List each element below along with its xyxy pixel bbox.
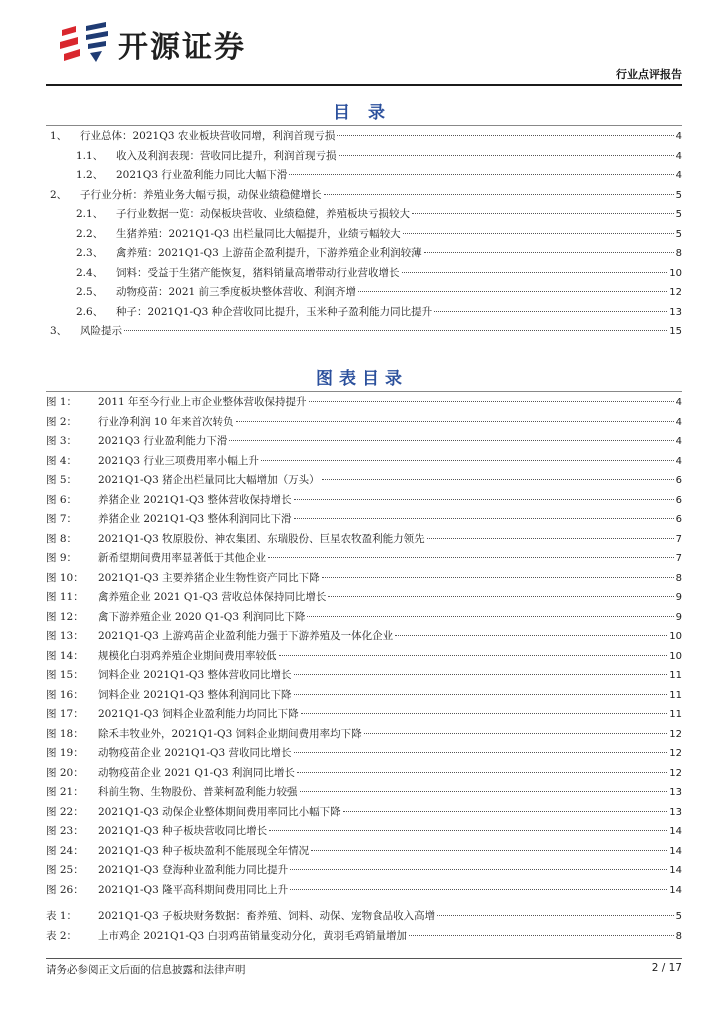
figure-entry-page: 4 xyxy=(675,436,682,447)
figure-entry-number: 图 19： xyxy=(46,747,84,759)
dot-leader xyxy=(437,914,673,916)
toc-entry[interactable] xyxy=(46,225,682,245)
figure-entry[interactable] xyxy=(46,588,682,608)
figure-entry-title: 2021Q1-Q3 动保企业整体期间费用率同比小幅下降 xyxy=(98,805,341,818)
figure-entry[interactable] xyxy=(46,569,682,589)
figure-entry-number: 图 21： xyxy=(46,786,84,798)
toc-entry-title: 饲料：受益于生猪产能恢复，猪料销量高增带动行业营收增长 xyxy=(116,266,400,279)
toc-entry-title: 生猪养殖：2021Q1-Q3 出栏量同比大幅提升，业绩亏幅较大 xyxy=(116,227,401,240)
figure-entry-page: 7 xyxy=(675,553,682,564)
footer-disclaimer: 请务必参阅正文后面的信息披露和法律声明 xyxy=(46,964,246,976)
footer-divider xyxy=(46,958,682,959)
figure-entry[interactable] xyxy=(46,608,682,628)
figure-entry-page: 14 xyxy=(669,884,682,896)
figure-entry-page: 14 xyxy=(669,826,682,837)
toc-entry-page: 10 xyxy=(669,267,682,279)
toc-entry-title: 种子：2021Q1-Q3 种企营收同比提升，玉米种子盈利能力同比提升 xyxy=(116,305,433,318)
figure-entry-title: 动物疫苗企业 2021 Q1-Q3 利润同比增长 xyxy=(98,766,295,779)
toc-entry-page: 13 xyxy=(669,306,682,318)
figure-entry-title: 科前生物、生物股份、普莱柯盈利能力较强 xyxy=(98,786,298,798)
figure-entry-title: 除禾丰牧业外，2021Q1-Q3 饲料企业期间费用率均下降 xyxy=(98,727,362,740)
table-entry-number: 表 2： xyxy=(46,929,78,942)
figure-entry-page: 13 xyxy=(669,806,682,818)
toc-entry[interactable] xyxy=(46,166,682,186)
figure-entry-page: 4 xyxy=(675,397,682,408)
figure-entry-number: 图 14： xyxy=(46,649,84,662)
figure-entry[interactable] xyxy=(46,393,682,413)
toc-entry-title: 2021Q3 行业盈利能力同比大幅下滑 xyxy=(116,169,288,181)
toc-entry[interactable] xyxy=(46,147,682,167)
table-entry-title: 上市鸡企 2021Q1-Q3 白羽鸡苗销量变动分化，黄羽毛鸡销量增加 xyxy=(98,929,408,942)
table-entry-number: 表 1： xyxy=(46,910,78,922)
figure-entry[interactable] xyxy=(46,725,682,745)
figures-title-divider xyxy=(46,391,682,392)
figure-entry-page: 8 xyxy=(675,572,682,584)
figure-entry-number: 图 13： xyxy=(46,630,84,642)
dot-leader xyxy=(403,232,674,234)
figure-entry-title: 2021Q1-Q3 登海种业盈利能力同比提升 xyxy=(98,864,289,876)
figure-entry[interactable] xyxy=(46,627,682,647)
figure-entry[interactable] xyxy=(46,842,682,862)
figure-entry[interactable] xyxy=(46,705,682,725)
figure-entry[interactable] xyxy=(46,861,682,881)
dot-leader xyxy=(424,251,674,253)
toc-entry-title: 收入及利润表现：营收同比提升，利润首现亏损 xyxy=(116,149,337,162)
dot-leader xyxy=(343,810,668,812)
figure-entry-number: 图 9： xyxy=(46,552,78,564)
figure-entry-page: 12 xyxy=(669,728,682,740)
figure-entry-number: 图 26： xyxy=(46,883,84,896)
figure-entry-number: 图 11： xyxy=(46,591,84,603)
toc-entry[interactable] xyxy=(46,186,682,206)
header-divider xyxy=(46,84,682,86)
figure-entry-title: 2021Q1-Q3 猪企出栏量同比大幅增加（万头） xyxy=(98,474,320,486)
toc-entry-page: 5 xyxy=(675,189,682,201)
figure-entry[interactable] xyxy=(46,491,682,511)
toc-entry[interactable] xyxy=(46,264,682,284)
dot-leader xyxy=(412,212,674,214)
toc-entry-title: 动物疫苗：2021 前三季度板块整体营收、利润齐增 xyxy=(116,286,357,298)
figure-entry-number: 图 16： xyxy=(46,688,84,701)
figure-entry-title: 2021Q1-Q3 种子板块盈利不能展现全年情况 xyxy=(98,844,310,857)
dot-leader xyxy=(307,615,673,617)
figure-entry-title: 禽养殖企业 2021 Q1-Q3 营收总体保持同比增长 xyxy=(98,591,327,603)
figure-entry-number: 图 10： xyxy=(46,571,84,584)
dot-leader xyxy=(324,193,674,195)
figure-entry-title: 2021Q1-Q3 主要养猪企业生物性资产同比下降 xyxy=(98,571,320,584)
table-list xyxy=(46,907,682,946)
figure-entry-number: 图 24： xyxy=(46,844,84,857)
toc-entry[interactable] xyxy=(46,303,682,323)
figure-entry-page: 11 xyxy=(669,709,682,720)
dot-leader xyxy=(402,271,668,273)
toc-entry[interactable] xyxy=(46,322,682,342)
figure-entry-page: 11 xyxy=(669,670,682,681)
dot-leader xyxy=(290,888,667,890)
toc-entry-page: 8 xyxy=(675,248,682,259)
toc-entry-page: 4 xyxy=(675,170,682,181)
figure-entry-page: 12 xyxy=(669,767,682,779)
figure-entry-title: 规模化白羽鸡养殖企业期间费用率较低 xyxy=(98,649,277,662)
figure-entry[interactable] xyxy=(46,530,682,550)
figure-entry-title: 2021Q3 行业盈利能力下滑 xyxy=(98,435,228,447)
dot-leader xyxy=(358,290,667,292)
dot-leader xyxy=(309,400,674,402)
toc-entry[interactable] xyxy=(46,127,682,147)
figure-entry[interactable] xyxy=(46,666,682,686)
toc-entry-page: 4 xyxy=(675,150,682,162)
figure-entry-number: 图 22： xyxy=(46,805,84,818)
figure-entry[interactable] xyxy=(46,471,682,491)
page-header xyxy=(0,0,724,90)
dot-leader xyxy=(427,537,674,539)
toc-entry-number: 2.3、 xyxy=(76,247,104,259)
figure-entry[interactable] xyxy=(46,452,682,472)
figure-entry-page: 14 xyxy=(669,845,682,857)
figure-entry-number: 图 15： xyxy=(46,669,84,681)
dot-leader xyxy=(294,673,668,675)
toc-entry-number: 2.6、 xyxy=(76,305,104,318)
figure-entry[interactable] xyxy=(46,510,682,530)
dot-leader xyxy=(236,420,674,422)
toc-entry-page: 12 xyxy=(669,287,682,298)
toc-entry-number: 1、 xyxy=(50,130,68,142)
figure-entry-page: 6 xyxy=(675,494,682,506)
figure-entry-title: 行业净利润 10 年来首次转负 xyxy=(98,415,234,428)
figure-entry-page: 9 xyxy=(675,592,682,603)
dot-leader xyxy=(322,478,674,480)
figure-entry-page: 11 xyxy=(669,689,682,701)
dot-leader xyxy=(409,934,674,936)
figure-entry-title: 新希望期间费用率显著低于其他企业 xyxy=(98,552,266,564)
dot-leader xyxy=(261,459,674,461)
figure-entry-title: 2021Q1-Q3 隆平高科期间费用同比上升 xyxy=(98,883,289,896)
figure-entry-page: 6 xyxy=(675,475,682,486)
figure-entry-number: 图 3： xyxy=(46,435,78,447)
dot-leader xyxy=(337,134,673,136)
figure-entry-page: 12 xyxy=(669,748,682,759)
table-of-contents xyxy=(46,127,682,342)
figure-entry-title: 养猪企业 2021Q1-Q3 整体营收保持增长 xyxy=(98,493,292,506)
figure-entry[interactable] xyxy=(46,413,682,433)
dot-leader xyxy=(294,498,674,500)
dot-leader xyxy=(311,849,667,851)
toc-entry-number: 2.2、 xyxy=(76,227,104,240)
toc-entry-number: 1.2、 xyxy=(76,169,104,181)
figure-entry-title: 2021Q1-Q3 牧原股份、神农集团、东瑞股份、巨星农牧盈利能力领先 xyxy=(98,532,425,545)
page-number: 2 / 17 xyxy=(651,962,682,974)
report-type-label: 行业点评报告 xyxy=(616,68,682,81)
figure-entry-title: 2011 年至今行业上市企业整体营收保持提升 xyxy=(98,396,307,408)
figure-entry[interactable] xyxy=(46,549,682,569)
figure-entry-page: 13 xyxy=(669,787,682,798)
toc-entry-page: 5 xyxy=(675,209,682,220)
figure-entry[interactable] xyxy=(46,783,682,803)
figure-entry-page: 6 xyxy=(675,514,682,525)
figure-entry-page: 4 xyxy=(675,455,682,467)
toc-entry[interactable] xyxy=(46,205,682,225)
figure-entry-number: 图 25： xyxy=(46,864,84,876)
figure-entry-title: 2021Q1-Q3 种子板块营收同比增长 xyxy=(98,825,268,837)
dot-leader xyxy=(294,517,674,519)
figure-entry[interactable] xyxy=(46,764,682,784)
figure-entry-title: 养猪企业 2021Q1-Q3 整体利润同比下滑 xyxy=(98,513,292,525)
dot-leader xyxy=(364,732,668,734)
dot-leader xyxy=(269,829,667,831)
figure-entry-title: 动物疫苗企业 2021Q1-Q3 营收同比增长 xyxy=(98,747,292,759)
dot-leader xyxy=(268,556,674,558)
figure-entry-title: 饲料企业 2021Q1-Q3 整体营收同比增长 xyxy=(98,669,292,681)
dot-leader xyxy=(328,595,673,597)
table-entry[interactable] xyxy=(46,927,682,947)
figure-entry-number: 图 1： xyxy=(46,396,78,408)
figure-entry-page: 7 xyxy=(675,533,682,545)
toc-entry-number: 2.1、 xyxy=(76,208,104,220)
dot-leader xyxy=(395,634,667,636)
dot-leader xyxy=(322,576,674,578)
figures-title: 图表目录 xyxy=(316,369,408,389)
figure-entry-number: 图 4： xyxy=(46,454,78,467)
toc-entry-page: 4 xyxy=(675,131,682,142)
figure-entry[interactable] xyxy=(46,647,682,667)
toc-title: 目 录 xyxy=(333,103,391,123)
figure-entry-title: 2021Q3 行业三项费用率小幅上升 xyxy=(98,454,259,467)
toc-entry-title: 行业总体：2021Q3 农业板块营收同增，利润首现亏损 xyxy=(80,130,336,142)
figure-entry-number: 图 5： xyxy=(46,474,78,486)
toc-entry[interactable] xyxy=(46,283,682,303)
figure-entry-number: 图 20： xyxy=(46,766,84,779)
figure-entry[interactable] xyxy=(46,686,682,706)
figure-entry-number: 图 12： xyxy=(46,610,84,623)
dot-leader xyxy=(229,439,673,441)
figure-entry[interactable] xyxy=(46,803,682,823)
dot-leader xyxy=(297,771,667,773)
table-entry-page: 8 xyxy=(675,930,682,942)
figure-entry-title: 2021Q1-Q3 上游鸡苗企业盈利能力强于下游养殖及一体化企业 xyxy=(98,630,394,642)
toc-entry-page: 15 xyxy=(669,326,682,337)
dot-leader xyxy=(294,751,668,753)
toc-entry-number: 3、 xyxy=(50,325,68,337)
figure-entry-page: 4 xyxy=(675,416,682,428)
figure-entry[interactable] xyxy=(46,744,682,764)
dot-leader xyxy=(279,654,668,656)
dot-leader xyxy=(339,154,674,156)
figure-entry-page: 10 xyxy=(669,631,682,642)
toc-entry-number: 1.1、 xyxy=(76,149,104,162)
figure-entry-title: 禽下游养殖企业 2020 Q1-Q3 利润同比下降 xyxy=(98,610,306,623)
toc-entry-page: 5 xyxy=(675,228,682,240)
table-entry-page: 5 xyxy=(675,911,682,922)
figure-entry-number: 图 18： xyxy=(46,727,84,740)
figure-entry-number: 图 2： xyxy=(46,415,78,428)
toc-entry-number: 2、 xyxy=(50,188,68,201)
figure-entry-page: 14 xyxy=(669,865,682,876)
toc-entry-number: 2.5、 xyxy=(76,286,104,298)
dot-leader xyxy=(300,790,668,792)
dot-leader xyxy=(290,868,667,870)
brand-name: 开源证券 xyxy=(118,30,246,65)
toc-entry-title: 子行业数据一览：动保板块营收、业绩稳健，养殖板块亏损较大 xyxy=(116,208,410,220)
figure-entry-number: 图 6： xyxy=(46,493,78,506)
toc-entry[interactable] xyxy=(46,244,682,264)
figure-entry-number: 图 7： xyxy=(46,513,78,525)
figure-entry-title: 2021Q1-Q3 饲料企业盈利能力均同比下降 xyxy=(98,708,299,720)
figure-entry[interactable] xyxy=(46,881,682,901)
table-entry-title: 2021Q1-Q3 子板块财务数据：畜养殖、饲料、动保、宠物食品收入高增 xyxy=(98,910,436,922)
dot-leader xyxy=(289,173,673,175)
figure-entry-title: 饲料企业 2021Q1-Q3 整体利润同比下降 xyxy=(98,688,292,701)
toc-entry-number: 2.4、 xyxy=(76,266,104,279)
figure-entry-number: 图 23： xyxy=(46,825,84,837)
figure-entry[interactable] xyxy=(46,432,682,452)
table-entry[interactable] xyxy=(46,907,682,927)
toc-entry-title: 风险提示 xyxy=(80,325,122,337)
figure-entry-number: 图 8： xyxy=(46,532,78,545)
toc-entry-title: 禽养殖：2021Q1-Q3 上游苗企盈利提升，下游养殖企业利润较薄 xyxy=(116,247,422,259)
toc-entry-title: 子行业分析：养殖业务大幅亏损，动保业绩稳健增长 xyxy=(80,188,322,201)
dot-leader xyxy=(294,693,668,695)
figure-entry-page: 9 xyxy=(675,611,682,623)
dot-leader xyxy=(301,712,668,714)
figure-list xyxy=(46,393,682,900)
dot-leader xyxy=(124,329,667,331)
figure-entry-page: 10 xyxy=(669,650,682,662)
figure-entry[interactable] xyxy=(46,822,682,842)
dot-leader xyxy=(434,310,667,312)
toc-title-divider xyxy=(46,125,682,126)
figure-entry-number: 图 17： xyxy=(46,708,84,720)
